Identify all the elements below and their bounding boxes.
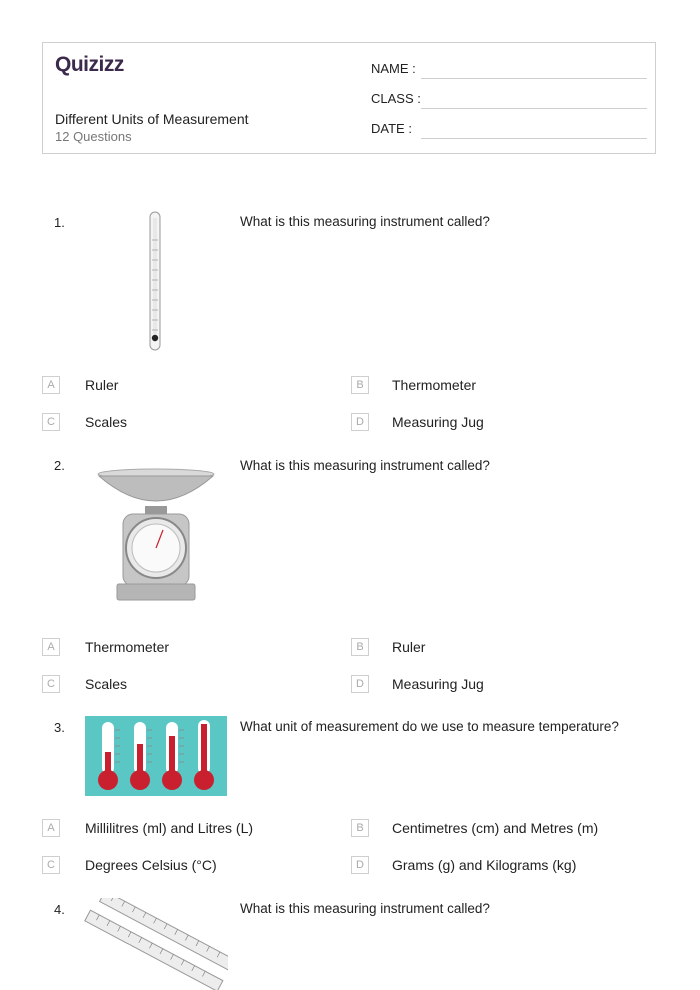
option-text: Ruler [85,377,119,393]
option-text: Measuring Jug [392,414,484,430]
question-number: 2. [54,458,65,473]
option-box-c[interactable]: C [42,856,60,874]
option-box-c[interactable]: C [42,413,60,431]
question-number: 3. [54,720,65,735]
thermometers-illustration [85,716,227,796]
option-text: Centimetres (cm) and Metres (m) [392,820,599,836]
thermometer-image [140,210,170,356]
question-text: What unit of measurement do we use to measure temperature? [240,719,619,734]
date-label: DATE : [371,121,412,136]
question-count: 12 Questions [55,129,132,144]
option-box-a[interactable]: A [42,638,60,656]
option-text: Grams (g) and Kilograms (kg) [392,857,577,873]
option-text: Scales [85,414,128,430]
option-box-b[interactable]: B [351,819,369,837]
option-box-d[interactable]: D [351,856,369,874]
name-line[interactable] [421,78,647,79]
option-box-b[interactable]: B [351,638,369,656]
option-box-a[interactable]: A [42,376,60,394]
question-number: 1. [54,215,65,230]
option-text: Degrees Celsius (°C) [85,857,217,873]
option-text: Ruler [392,639,426,655]
question-text: What is this measuring instrument called? [240,458,490,473]
worksheet-header [42,42,656,154]
rulers-image [80,898,228,990]
question-text: What is this measuring instrument called? [240,214,490,229]
quizizz-logo: Quizizz [55,53,124,76]
option-text: Scales [85,676,128,692]
kitchen-scale-image [95,468,217,604]
option-box-a[interactable]: A [42,819,60,837]
name-label: NAME : [371,61,416,76]
class-line[interactable] [421,108,647,109]
class-label: CLASS : [371,91,421,106]
option-box-b[interactable]: B [351,376,369,394]
option-text: Millilitres (ml) and Litres (L) [85,820,254,836]
question-number: 4. [54,902,65,917]
option-text: Thermometer [392,377,477,393]
question-text: What is this measuring instrument called? [240,901,490,916]
option-text: Measuring Jug [392,676,484,692]
option-box-d[interactable]: D [351,675,369,693]
date-line[interactable] [421,138,647,139]
worksheet-title: Different Units of Measurement [55,111,249,127]
option-text: Thermometer [85,639,170,655]
option-box-d[interactable]: D [351,413,369,431]
option-box-c[interactable]: C [42,675,60,693]
